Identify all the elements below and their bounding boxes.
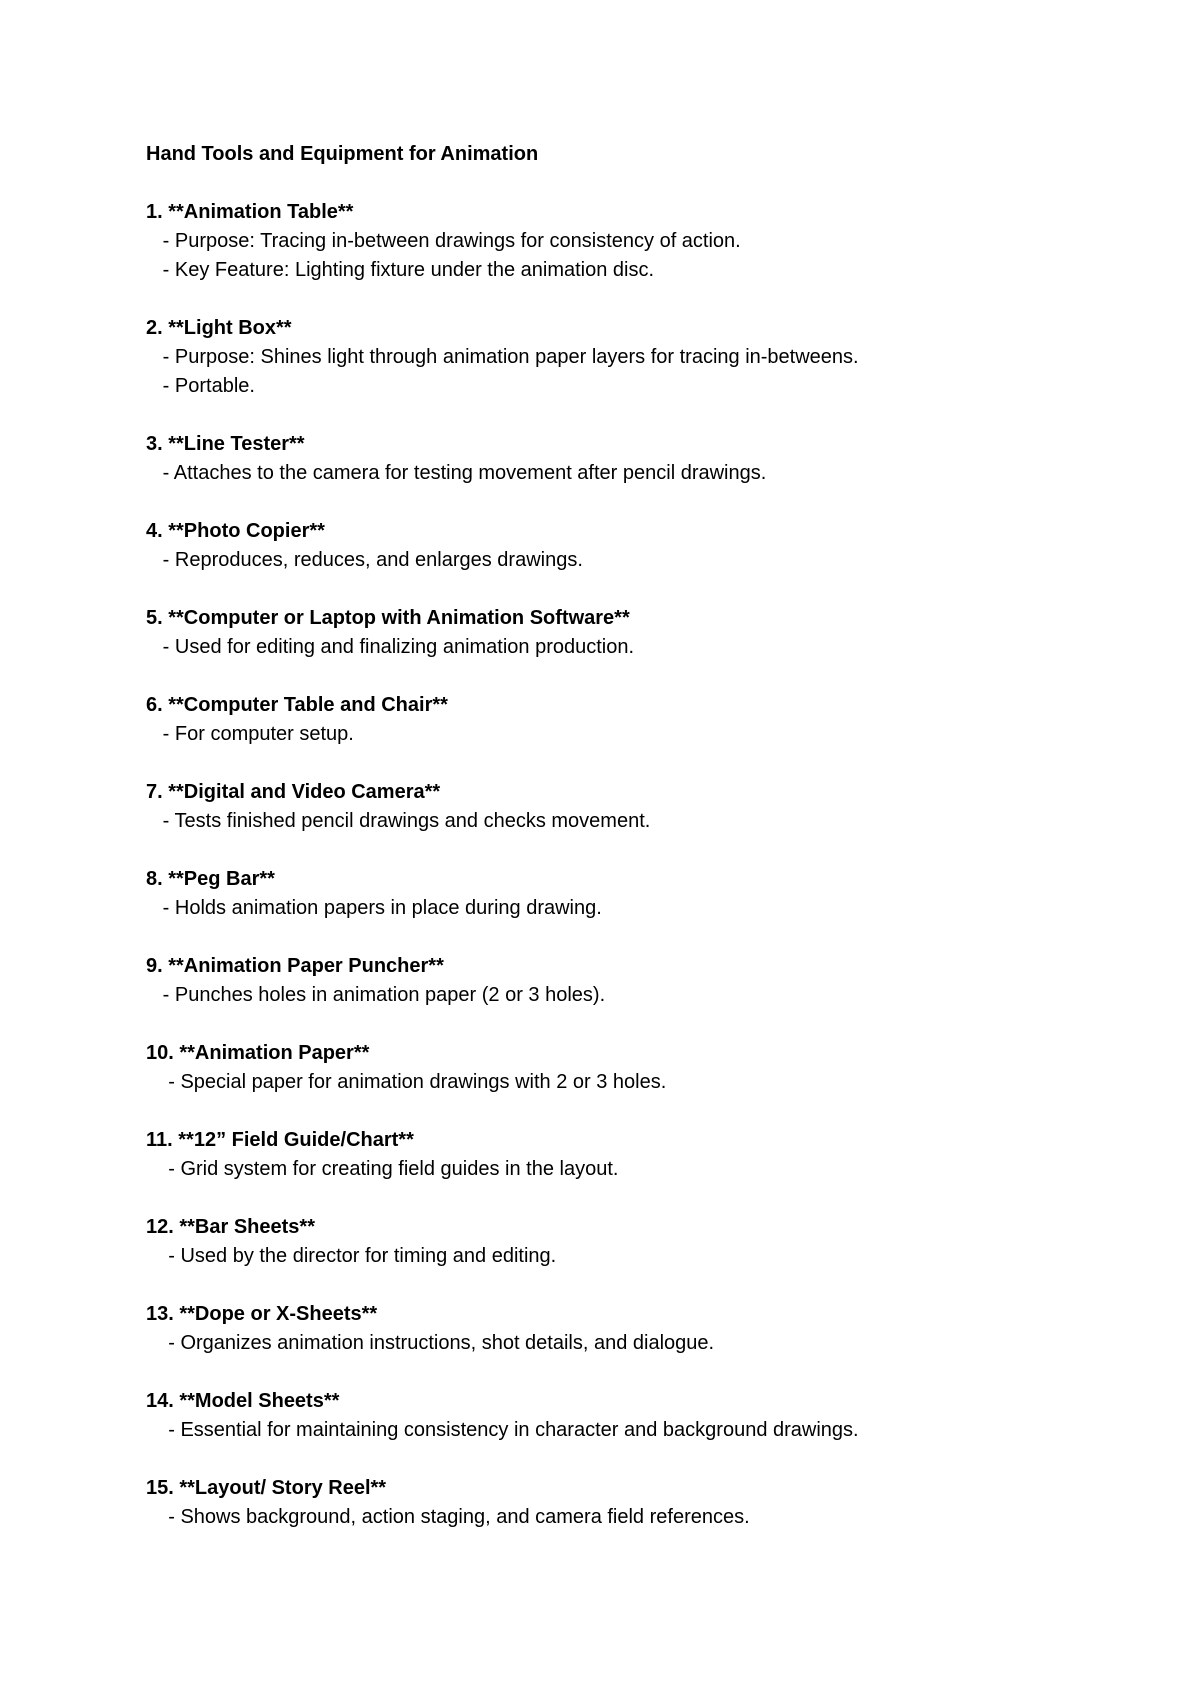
list-item [146,1039,1146,1097]
item-detail-line: - Purpose: Tracing in-between drawings for consistency of action. [146,230,741,252]
item-heading: 10. **Animation Paper** [146,1042,370,1064]
item-detail-line: - Shows background, action staging, and camera field references. [146,1506,750,1528]
item-detail-line: - Purpose: Shines light through animation paper layers for tracing in-betweens. [146,346,859,368]
list-item [146,198,1146,285]
item-heading: 4. **Photo Copier** [146,520,325,542]
item-heading: 7. **Digital and Video Camera** [146,781,441,803]
item-detail-line: - Grid system for creating field guides in the layout. [146,1158,619,1180]
list-item [146,1387,1146,1445]
item-heading: 5. **Computer or Laptop with Animation Software** [146,607,630,629]
document-page [146,140,1146,1561]
item-detail-line: - Key Feature: Lighting fixture under the animation disc. [146,259,655,281]
item-detail-line: - Attaches to the camera for testing movement after pencil drawings. [146,462,767,484]
item-heading: 13. **Dope or X-Sheets** [146,1303,378,1325]
item-heading: 6. **Computer Table and Chair** [146,694,448,716]
list-item [146,865,1146,923]
document-title: Hand Tools and Equipment for Animation [146,143,539,165]
item-detail-line: - Portable. [146,375,255,397]
item-detail-line: - For computer setup. [146,723,354,745]
item-heading: 3. **Line Tester** [146,433,305,455]
item-detail-line: - Used for editing and finalizing animation production. [146,636,635,658]
item-detail-line: - Essential for maintaining consistency in character and background drawings. [146,1419,859,1441]
item-list [146,198,1146,1532]
list-item [146,1300,1146,1358]
item-detail-line: - Reproduces, reduces, and enlarges drawings. [146,549,583,571]
list-item [146,691,1146,749]
list-item [146,952,1146,1010]
item-detail-line: - Organizes animation instructions, shot details, and dialogue. [146,1332,715,1354]
list-item [146,314,1146,401]
item-heading: 12. **Bar Sheets** [146,1216,315,1238]
item-heading: 2. **Light Box** [146,317,292,339]
list-item [146,604,1146,662]
item-heading: 14. **Model Sheets** [146,1390,340,1412]
item-heading: 11. **12” Field Guide/Chart** [146,1129,414,1151]
item-detail-line: - Tests finished pencil drawings and checks movement. [146,810,651,832]
item-detail-line: - Punches holes in animation paper (2 or 3 holes). [146,984,606,1006]
list-item [146,430,1146,488]
item-heading: 1. **Animation Table** [146,201,354,223]
item-heading: 9. **Animation Paper Puncher** [146,955,444,977]
item-heading: 8. **Peg Bar** [146,868,275,890]
item-detail-line: - Special paper for animation drawings with 2 or 3 holes. [146,1071,667,1093]
list-item [146,1213,1146,1271]
item-detail-line: - Holds animation papers in place during drawing. [146,897,602,919]
item-heading: 15. **Layout/ Story Reel** [146,1477,387,1499]
list-item [146,1474,1146,1532]
item-detail-line: - Used by the director for timing and editing. [146,1245,557,1267]
list-item [146,1126,1146,1184]
list-item [146,517,1146,575]
list-item [146,778,1146,836]
